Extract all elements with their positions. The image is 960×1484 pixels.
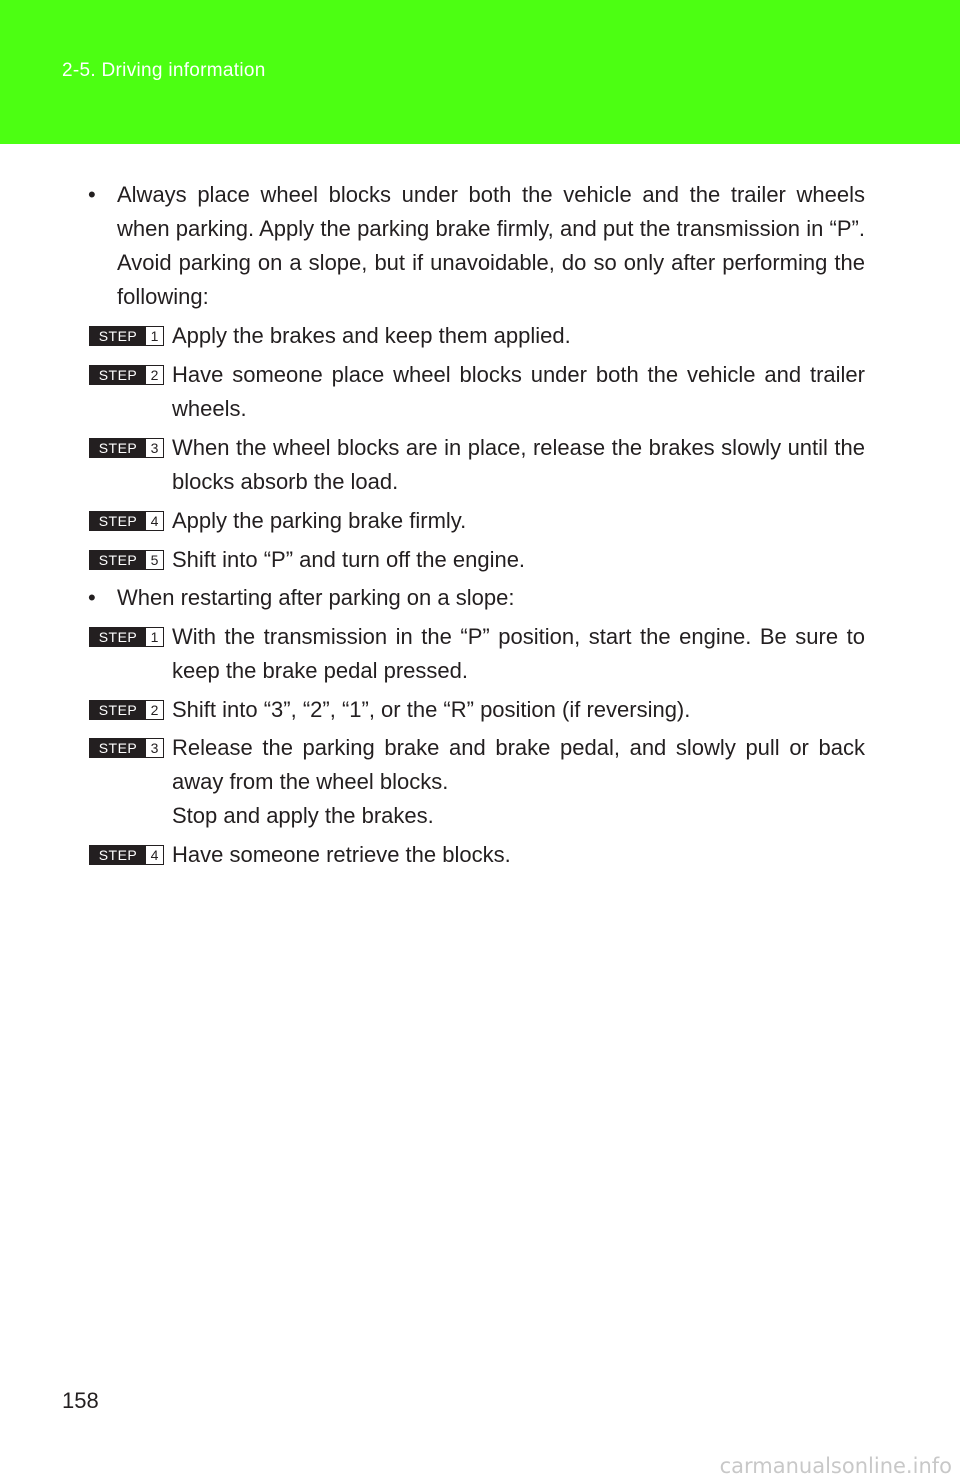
parking-step-2 bbox=[89, 358, 865, 426]
step-number: 4 bbox=[146, 846, 163, 864]
step-badge bbox=[89, 738, 164, 758]
bullet-item-restart bbox=[88, 581, 865, 615]
restart-step-4 bbox=[89, 838, 865, 872]
bullet-marker: • bbox=[88, 182, 96, 207]
parking-step-3 bbox=[89, 431, 865, 499]
step-number: 5 bbox=[146, 551, 163, 569]
step-label: STEP bbox=[90, 551, 146, 569]
step-label: STEP bbox=[90, 512, 146, 530]
watermark: carmanualsonline.info bbox=[719, 1454, 952, 1478]
step-text: When the wheel blocks are in place, release the brakes slowly until the blocks absorb the load. bbox=[172, 435, 865, 494]
parking-step-1 bbox=[89, 319, 865, 353]
bullet-item-parking bbox=[88, 178, 865, 314]
restart-step-3 bbox=[89, 731, 865, 833]
step-label: STEP bbox=[90, 327, 146, 345]
step-text: Shift into “P” and turn off the engine. bbox=[172, 547, 526, 572]
step-text: Have someone place wheel blocks under both the vehicle and trailer wheels. bbox=[172, 362, 865, 421]
step-badge bbox=[89, 845, 164, 865]
step-badge bbox=[89, 365, 164, 385]
step-label: STEP bbox=[90, 628, 146, 646]
step-label: STEP bbox=[90, 846, 146, 864]
bullet-text: Always place wheel blocks under both the vehicle and the trailer wheels when parking. Apply the parking brake firmly, and put the transmission in “P”. Avoid parking on a slope, but if unavoidable, do so only after performing the following: bbox=[117, 182, 865, 309]
parking-step-4 bbox=[89, 504, 865, 538]
step-badge bbox=[89, 511, 164, 531]
step-text: With the transmission in the “P” position, start the engine. Be sure to keep the brake pedal pressed. bbox=[172, 624, 865, 683]
section-title: 2-5. Driving information bbox=[62, 60, 266, 81]
step-text: Release the parking brake and brake pedal, and slowly pull or back away from the wheel blocks. bbox=[172, 735, 865, 794]
step-number: 2 bbox=[146, 366, 163, 384]
step-badge bbox=[89, 700, 164, 720]
step-label: STEP bbox=[90, 366, 146, 384]
bullet-text: When restarting after parking on a slope: bbox=[117, 585, 515, 610]
step-label: STEP bbox=[90, 701, 146, 719]
step-badge bbox=[89, 438, 164, 458]
step-text: Have someone retrieve the blocks. bbox=[172, 842, 511, 867]
step-label: STEP bbox=[90, 439, 146, 457]
parking-step-5 bbox=[89, 543, 865, 577]
step-number: 3 bbox=[146, 739, 163, 757]
step-number: 4 bbox=[146, 512, 163, 530]
restart-step-1 bbox=[89, 620, 865, 688]
step-label: STEP bbox=[90, 739, 146, 757]
step-badge bbox=[89, 326, 164, 346]
step-number: 3 bbox=[146, 439, 163, 457]
step-number: 1 bbox=[146, 628, 163, 646]
step-text: Apply the parking brake firmly. bbox=[172, 508, 467, 533]
step-number: 1 bbox=[146, 327, 163, 345]
step-text: Apply the brakes and keep them applied. bbox=[172, 323, 571, 348]
restart-step-2 bbox=[89, 693, 865, 727]
step-text: Shift into “3”, “2”, “1”, or the “R” position (if reversing). bbox=[172, 697, 691, 722]
step-extra-text: Stop and apply the brakes. bbox=[172, 803, 434, 828]
step-badge bbox=[89, 627, 164, 647]
bullet-marker: • bbox=[88, 585, 96, 610]
page-number: 158 bbox=[62, 1388, 99, 1413]
step-badge bbox=[89, 550, 164, 570]
step-number: 2 bbox=[146, 701, 163, 719]
